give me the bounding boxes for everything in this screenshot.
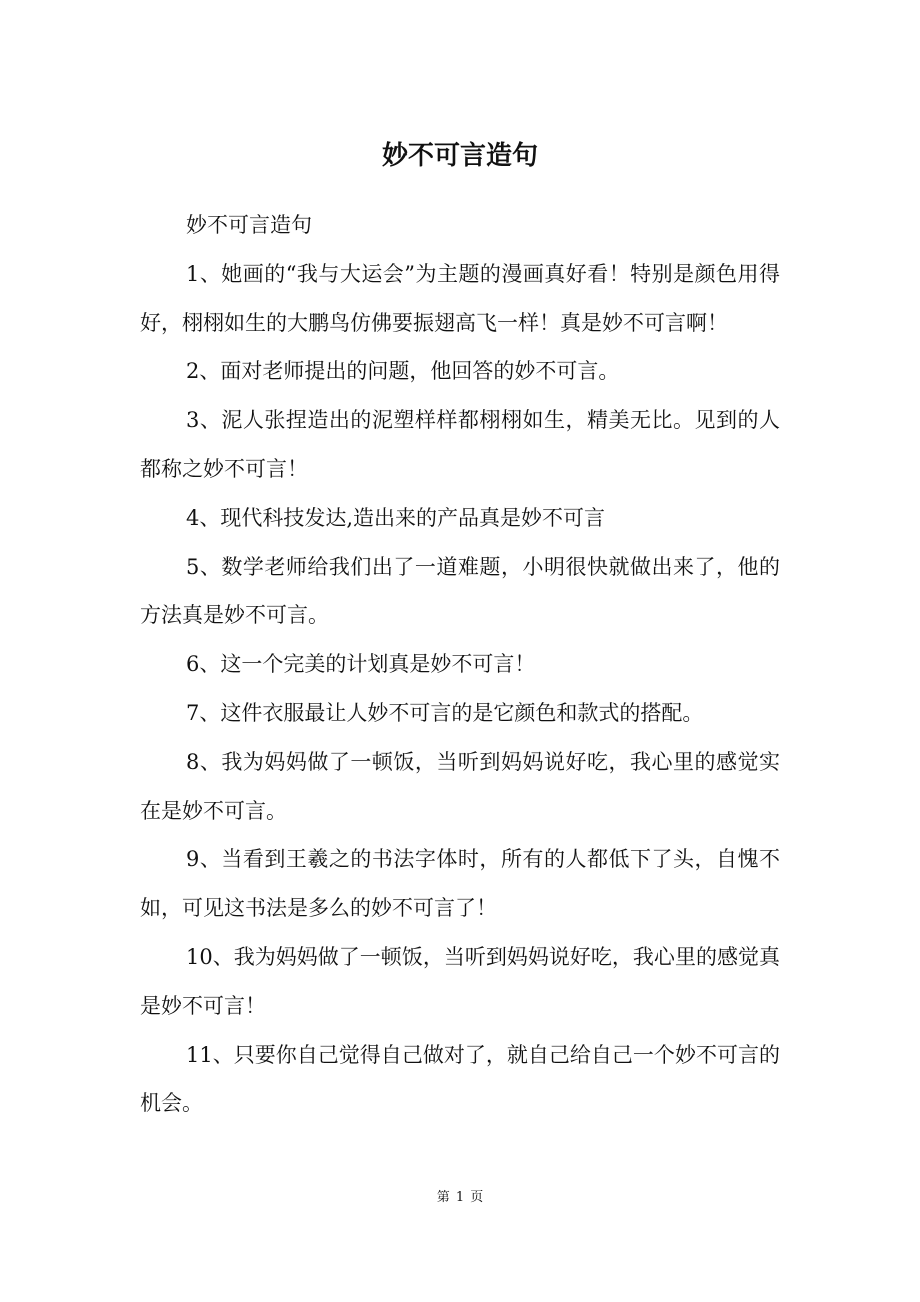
sentence-6: 6、这一个完美的计划真是妙不可言！ xyxy=(186,652,536,677)
sentence-11: 11、只要你自己觉得自己做对了，就自己给自己一个妙不可言的机会。 xyxy=(140,1042,780,1116)
paragraph-subtitle: 妙不可言造句 xyxy=(186,213,312,237)
page-number: 1 xyxy=(455,1190,465,1205)
sentence-5: 5、数学老师给我们出了一道难题，小明很快就做出来了，他的方法真是妙不可言。 xyxy=(140,554,780,628)
sentence-7: 7、这件衣服最让人妙不可言的是它颜色和款式的搭配。 xyxy=(186,700,704,725)
page-label-suffix: 页 xyxy=(470,1190,484,1205)
page-label-prefix: 第 xyxy=(436,1190,450,1205)
page-footer xyxy=(0,1188,920,1208)
sentence-9: 9、当看到王羲之的书法字体时，所有的人都低下了头，自愧不如，可见这书法是多么的妙不可言了！ xyxy=(140,847,780,921)
document-title: 妙不可言造句 xyxy=(381,141,538,171)
document-body xyxy=(140,201,780,1128)
sentence-1: 1、她画的“我与大运会”为主题的漫画真好看！特别是颜色用得好，栩栩如生的大鹏鸟仿佛要振翅高飞一样！真是妙不可言啊！ xyxy=(140,261,780,335)
sentence-3: 3、泥人张捏造出的泥塑样样都栩栩如生，精美无比。见到的人都称之妙不可言！ xyxy=(140,408,780,481)
sentence-4: 4、现代科技发达,造出来的产品真是妙不可言 xyxy=(186,505,606,530)
sentence-10: 10、我为妈妈做了一顿饭，当听到妈妈说好吃，我心里的感觉真是妙不可言！ xyxy=(140,944,780,1018)
sentence-2: 2、面对老师提出的问题，他回答的妙不可言。 xyxy=(186,359,620,384)
sentence-8: 8、我为妈妈做了一顿饭，当听到妈妈说好吃，我心里的感觉实在是妙不可言。 xyxy=(140,749,780,823)
